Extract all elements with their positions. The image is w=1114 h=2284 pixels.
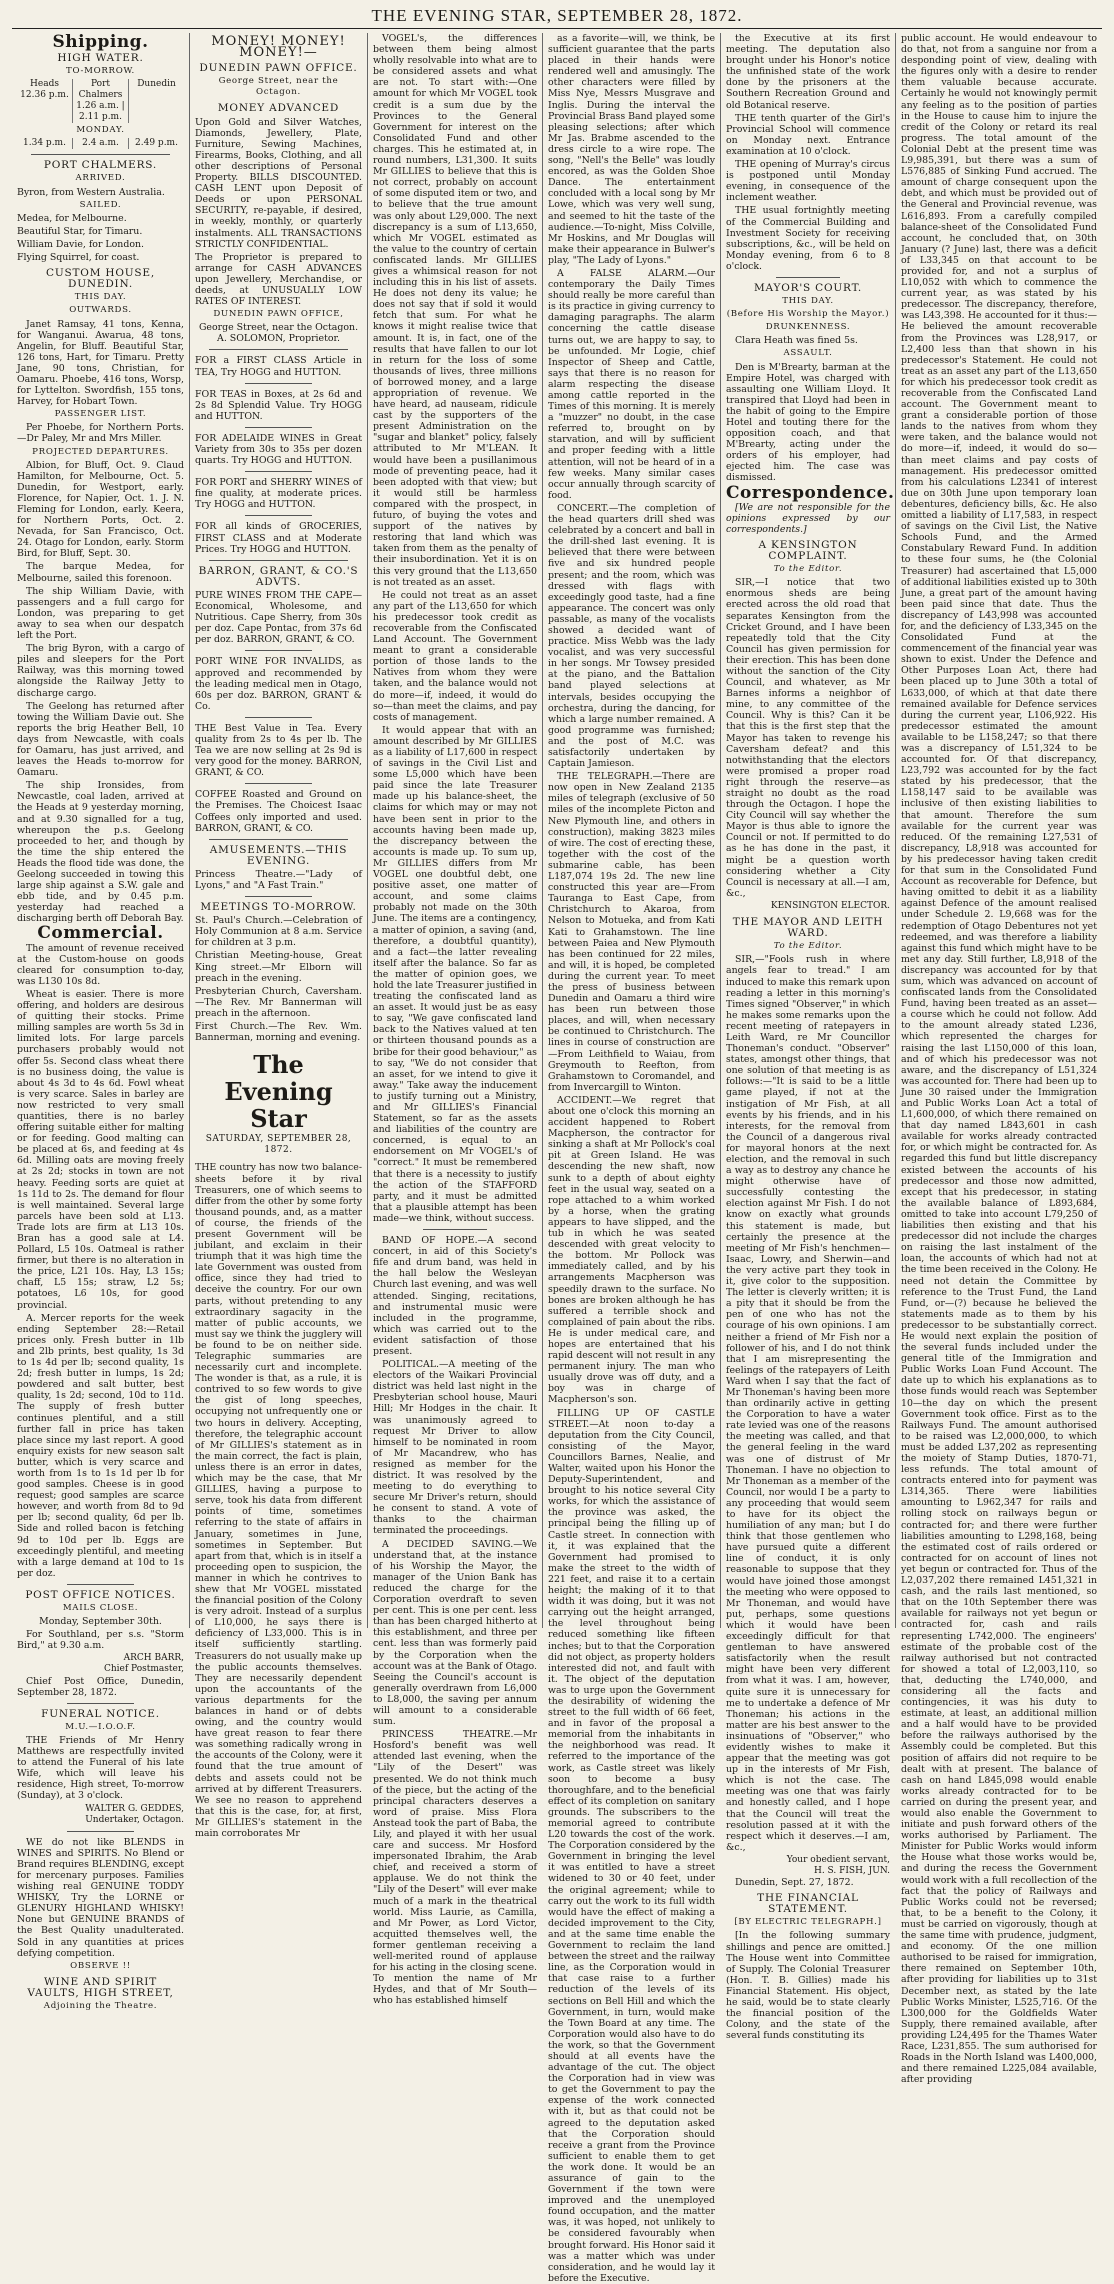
tide-cell: Heads 12.36 p.m.: [20, 79, 69, 101]
pawn-office-heading: DUNEDIN PAWN OFFICE.: [199, 62, 358, 75]
hogg-ad: FOR a FIRST CLASS Article in TEA, Try HOGG and HUTTON.: [195, 355, 362, 378]
tide-row-1: [17, 79, 184, 123]
projected-heading: PROJECTED DEPARTURES.: [32, 446, 169, 457]
meeting-item: Christian Meeting-house, Great King street.—Mr Elborn will preach in the evening.: [195, 950, 362, 984]
kensington-signature: KENSINGTON ELECTOR.: [770, 900, 890, 911]
pawn-signature: George Street, near the Octagon. A. SOLOMON, Proprietor.: [198, 322, 359, 345]
financial-continued: public account. He would endeavour to do that, not from a sanguine nor from a desponding point of view, dealing with the figures only with a desire to render them valuable because accurate. Certainly he would not knowingly permit any feeling as to the position of parties in the House to cause him to injure the credit of the Colony or retard its real progress. The total amount of the Colonial Debt at the present time was L9,985,391, but there was a sum of L576,885 of Sinking Fund accrued. The amount of charge consequent upon the debt, and which must be provided out of the General and Provincial revenue, was L616,893. From a carefully compiled balance-sheet of the Consolidated Fund account, he concluded that, on 30th January (? June) last, there was a deficit of L33,345 on that account to be provided for, and not a surplus of L10,052 with which to commence the current year, as was stated by his predecessor. The discrepancy, therefore, was L43,398. He accounted for it thus:—He believed the amount recoverable from the Provinces was L28,917, or L2,400 less than that shown in his predecessor's Statement. He could not treat as an asset any part of the L13,650 for which his predecessor took credit as recoverable from the Confiscated Land account. The Government meant to grant a considerable portion of those lands to the natives from whom they were taken, and the balance would not do more—if, indeed, it would do so—than meet claims and pay costs of management. His predecessor omitted from his calculations L2341 of interest due on 30th June upon temporary loan debentures, deficiency bills, &c. He also omitted a liability of L17,583, in respect of savings on the Civil List, the Native Schools Fund, and the Armed Constabulary Reward Fund. In addition to these four sums, he (the Colonial Treasurer) had ascertained that L5,000 of additional liabilities existed up to 30th June, a great part of the amount having been paid since that date. Thus the discrepancy of L43,998 was accounted for, and the deficiency of L33,345 on the Consolidated Fund at the commencement of the financial year was shown to exist. Under the Defence and Other Purposes Loan Act, there had been placed up to June 30th a total of L633,000, of which at that date there remained available for Defence services during the current year, L106,922. His predecessor estimated the amount available to be L158,247; so that there was a discrepancy of L51,324 to be accounted for. Of that discrepancy, L23,792 was accounted for by the fact stated by his predecessor, that the L158,147 said to be available was inclusive of then existing liabilities to that amount. Therefore the sum available for the current year was reduced. Of the remaining L27,531 of discrepancy, L8,918 was accounted for by his predecessor having taken credit for that sum in the Consolidated Fund Account as recoverable for Defence, but having omitted to debit it as a liability against Defence of the amount realised under Schedule 2. L9,668 was for the redemption of Otago Debentures not yet redeemed, and was therefore a liability against this fund which might have to be met any day. Still further, L8,918 of the discrepancy was accounted for by that sum, which was advanced on account of confiscated lands from the Consolidated Fund, having been treated as an asset—a course which he could not follow. Add to the amount already stated L236, which represented the charges for raising the last L150,000 of this loan, and of which his predecessor was not aware, and the discrepancy of L51,324 was accounted for. There had been up to June 30 raised under the Immigration and Public Works Loan Act a total of L1,600,000, of which there remained on that day named L843,601 in cash available for works already contracted for, or which might be contracted for. As regarded this fund but little discrepancy existed between the accounts of his predecessor and those now admitted, except that his predecessor, in stating the available balance of L893,684, omitted to take into account L79,250 of liabilities then existing and that his predecessor did not include the charges on raising the last instalment of the loan, the accounts of which had not at the time been received in the Colony. He need not detain the Committee by reference to the Trust Fund, the Land Fund, or—(?) because he believed the statements made as to them by his predecessor to be substantially correct. He would next explain the position of the several funds included under the general title of the Immigration and Public Works Loan Fund Account. The date up to which his explanations as to those funds would reach was September 10—the day on which the present Government took office. First as to the Railways Fund. The amount authorised to be raised was L2,000,000, to which must be added L37,202 as representing the moiety of Stamp Duties, 1870-71, less refunds. The total amount of contracts entered into for payment was L314,365. There were liabilities amounting to L962,347 for rails and rolling stock on railways begun or contracted for; and there were further liabilities amounting to L298,168, being the estimated cost of rails ordered or contracted for on account of lines not yet begun or contracted for. Thus of the L2,037,202 there remained L451,321 in cash, and the rails last mentioned, so that on the 10th September there was available for railways not yet begun or contracted for, cash and rails representing L742,000. The engineers' estimate of the probable cost of the railway authorised but not contracted for showed a total of L2,003,110, so that, deducting the L740,000, and considering all the facts and contingencies, it was his duty to estimate, at least, an additional million and a half would have to be provided before the railways authorised by the Assembly could be completed. But this position of affairs did not require to be dealt with at present. The balance of cash on hand L845,098 would enable works already contracted for to be carried on during the present year, and would also enable the Government to initiate and push forward others of the works authorised by Parliament. The Minister for Public Works would inform the House what those works would be, and during the recess the Government would work with a full recollection of the fact that the policy of Railways and Public Works could not be reversed; that, to be a benefit to the Colony, it must be carried on vigorously, though at the same time with prudence, judgment, and economy. Of the one million authorised to be raised for immigration, there remained on September 10th, after providing for liabilities up to 31st December next, as stated by the late Public Works Minister, L525,716. Of the L300,000 for the Goldfields Water Supply, there remained available, after providing L24,495 for the Thames Water Race, L231,855. The sum authorised for Roads in the North Island was L400,000, and there remained L225,084 available, after providing: [901, 33, 1097, 2086]
divider: [245, 515, 312, 516]
article-para: POLITICAL.—A meeting of the electors of the Waikari Provincial district was held last night in the Presbyterian school house, Mauri Hill; Mr Hodges in the chair. It was unanimously agreed to request Mr Driver to allow himself to be nominated in room of Mr Macandrew, who has resigned as member for the district. It was resolved by the meeting to do everything to secure Mr Driver's return, should he consent to stand. A vote of thanks to the chairman terminated the proceedings.: [373, 1359, 537, 1537]
divider: [245, 717, 312, 718]
divider: [67, 1703, 134, 1704]
divider: [31, 154, 170, 155]
divider: [67, 1831, 134, 1832]
barron-heading: BARRON, GRANT, & CO.'S ADVTS.: [198, 564, 359, 588]
shipping-para: The ship William Davie, with passengers and a full cargo for London, was preparing to get away to sea when our despatch left the Port.: [17, 585, 184, 642]
article-para: A FALSE ALARM.—Our contemporary the Daily Times should really be more careful than is its practice in giving currency to damaging paragraphs. The alarm concerning the cattle disease turns out, we are happy to say, to be unfounded. Mr Logie, chief Inspector of Sheep and Cattle, says that there is no reason for alarm respecting the disease among cattle reported in the Times of this morning. It is merely a "muzzer" no doubt, in the case referred to, brought on by starvation, and will by sufficient and proper feeding with a little attention, will not be heard of in a few weeks. Many similar cases occur annually through scarcity of food.: [548, 267, 715, 501]
pawn-address: George Street, near the Octagon.: [218, 76, 339, 98]
correspondence-heading: Correspondence.: [726, 482, 895, 503]
column-3: [368, 33, 543, 2007]
mayors-court-heading: MAYOR'S COURT.: [754, 281, 862, 294]
leith-letter: SIR,—"Fools rush in where angels fear to tread." I am induced to make this remark upon reading a letter in this morning's Times signed "Observer," in which he makes some remarks upon the recent meeting of ratepayers in Leith Ward, re Mr Councillor Thoneman's conduct. "Observer" states, amongst other things, that one solution of that meeting is as follows:—"It is said to be a little game played, if not at the instigation of Mr Fish, at all events by his friends, and in his interests, for the removal from the Council of a dangerous rival for mayoral honors at the next election, and the removal in such a way as to destroy any chance he might otherwise have of successfully contesting the election against Mr Fish. I do not know on exactly what grounds this statement is made, but certainly the presence at the meeting of Mr Fish's henchmen—Isaac, Lowry, and Sherwin—and the very active part they took in it, give color to the supposition. The letter is cleverly written; it is a pity that it should be from the pen of one who has not the courage of his own opinions. I am neither a friend of Mr Fish nor a follower of his, and I do not think that I am misrepresenting the feelings of the ratepayers of Leith Ward when I say that the fact of Mr Thoneman's having been more than ordinarily active in getting the Corporation to have a water rate levied was one of the reasons the meeting was called, and that the general feeling in the ward was one of distrust of Mr Thoneman. I have no objection to Mr Thoneman as a member of the Council, nor would I be a party to any proceeding that would seem to have for its object the humiliation of any man; but I do think that those gentlemen who have pursued quite a different line of conduct, it is only reasonable to suppose that they would have joined those amongst the meeting who were opposed to Mr Thoneman, and would have put, perhaps, some questions which it would have been exceedingly difficult for that gentleman to have answered satisfactorily when the result might have been very different from what it was. I am, however, quite sure it is unnecessary for me to undertake a defence of Mr Thoneman; his actions in the matter are his best answer to the insinuations of "Observer," who evidently wishes to make it appear that the meeting was got up in the interests of Mr Fish, which is not the case. The meeting was one that was fairly and honestly called, and I hope that the Council will treat the resolution passed at it with the respect which it deserves.—I am, &c.,: [726, 954, 890, 1853]
column-1: [12, 32, 190, 2011]
editorial-text: THE country has now two balance-sheets before it by rival Treasurers, one of which seems to differ from the other by some forty thousand pounds, and, as a matter of course, the friends of the present Government will be jubilant, and exclaim in their triumph that it was high time the late Government was ousted from office, since they had tried to deceive the country. For our own parts, without pretending to any extraordinary sagacity in the matter of public accounts, we must say we think the jugglery will be found to be on neither side. Telegraphic summaries are necessarily curt and incomplete. The wonder is that, as a rule, it is contrived to so few words to give the gist of long speeches, occupying not unfrequently one or two hours in delivery. Accepting, therefore, the telegraphic account of Mr GILLIES's statement as in the main correct, the fact is plain, unless there is an error in dates, which may be the case, that Mr GILLIES, having a purpose to serve, took his data from different points of time, sometimes referring to the state of affairs in January, sometimes in June, sometimes in September. But apart from that, which is in itself a proceeding open to suspicion, the manner in which he contrives to shew that Mr VOGEL misstated the financial position of the Colony is very adroit. Instead of a surplus of L10,000, he says there is deficiency of L33,000. This is in itself sufficiently startling. Treasurers do not usually make up the public accounts themselves. They are necessarily dependent upon the accountants of the various departments for the balances in hand or of debts owing, and the country would have great reason to fear there was something radically wrong in the accounts of the Colony, were it found that the true amount of debts and assets could not be arrived at by different Treasurers. We see no reason to apprehend that this is the case, for, at first, Mr GILLIES's statement in the main corroborates Mr: [195, 1162, 362, 1840]
meeting-item: Presbyterian Church, Caversham.—The Rev. Mr Bannerman will preach in the afternoon.: [195, 985, 362, 1019]
passenger-heading: PASSENGER LIST.: [54, 409, 147, 420]
pawn-text: Upon Gold and Silver Watches, Diamonds, Jewellery, Plate, Furniture, Sewing Machines, Firearms, Books, Clothing, and all other descriptions of Personal Property. BILLS DISCOUNTED. CASH LENT upon Deposit of Deeds or upon PERSONAL SECURITY, re-payable, if desired, in weekly, monthly, or quarterly instalments. ALL TRANSACTIONS STRICTLY CONFIDENTIAL.: [195, 116, 362, 250]
pawn-text-2: The Proprietor is prepared to arrange for CASH ADVANCES upon Jewellery, Merchandise, or deeds, at UNUSUALLY LOW RATES OF INTEREST.: [195, 251, 362, 308]
article-para: the Executive at its first meeting. The deputation also brought under his Honor's notice the unfinished state of the work done by the prisoners at the Southern Recreation Ground and old Botanical reserve.: [726, 33, 890, 111]
mayors-court-day: THIS DAY.: [782, 296, 834, 307]
barron-ad: COFFEE Roasted and Ground on the Premises. The Choicest Isaac Coffees only imported and used. BARRON, GRANT, & CO.: [195, 789, 362, 834]
column-5: [721, 33, 896, 2042]
meeting-item: First Church.—The Rev. Wm. Bannerman, morning and evening.: [195, 1021, 362, 1044]
tide-cell: 2.4 a.m.: [72, 138, 128, 149]
hogg-ad: FOR TEAS in Boxes, at 2s 6d and 2s 8d Splendid Value. Try HOGG and HUTTON.: [195, 388, 362, 422]
arrived-label: ARRIVED.: [75, 173, 126, 184]
divider: [245, 783, 312, 784]
article-para: He could not treat as an asset any part of the L13,650 for which his predecessor took credit as recoverable from the Confiscated Land Account. The Government meant to grant a considerable portion of those lands to the Natives from whom they were taken, and the balance would not do more—if, indeed, it would do so—than meet the claims, and pay costs of management.: [373, 589, 537, 723]
leith-date: Dunedin, Sept. 27, 1872.: [735, 1877, 854, 1889]
article-para: VOGEL's, the differences between them being almost wholly resolvable into what are to be considered assets and what are not. To start with:—One amount for which Mr VOGEL took credit is a sum due by the Provinces to the General Government for interest on the Consolidated Fund and other charges. This he estimated at, in round numbers, L31,300. It suits Mr GILLIES to believe that this is not correct, probably on account of some disputed item or two, and to believe that the true amount was only about L29,000. The next discrepancy is a sum of L13,650, which Mr VOGEL estimated as the value to the country of certain confiscated lands. Mr GILLIES gives a whimsical reason for not including this in his list of assets. He does not deny its value; he does not say that if sold it would fetch that sum. For what he knows it might realise twice that amount. It is, in fact, one of the results that have fallen to our lot in return for the loss of some thousands of lives, three millions of borrowed money, and a large appropriation of revenue. We have heard, ad nauseam, ridicule cast by the supporters of the present Administration on the "sugar and blanket" policy, falsely attributed to Mr M'LEAN. It would have been a pusillanimous mode of preventing peace, had it been adopted with that view; but it would still be harmless compared with the prospect, in futuro, of buying the votes and support of the natives by restoring that land which was taken from them as the penalty of their insubordination. Yet it is on this very ground that the L13,650 is not treated as an asset.: [373, 33, 537, 588]
column-4: [543, 33, 721, 2284]
funeral-signature: WALTER G. GEDDES,: [85, 1803, 184, 1814]
tide-row-2: [17, 138, 184, 149]
article-para: THE usual fortnightly meeting of the Commercial Building and Investment Society for receiving subscriptions, &c., will be held on Monday evening, from 6 to 8 o'clock.: [726, 205, 890, 272]
sailed-line: William Davie, for London.: [17, 238, 144, 250]
meetings-heading: MEETINGS TO-MORROW.: [200, 901, 357, 914]
divider: [245, 383, 312, 384]
post-signature-title: Chief Postmaster,: [103, 1664, 184, 1675]
tide-cell: Dunedin: [128, 79, 184, 123]
article-para: THE TELEGRAPH.—There are now open in New Zealand 2135 miles of telegraph (exclusive of 50 miles of the incomplete Picton and New Plymouth line, and others in construction), making 3823 miles of wire. The cost of erecting these, together with the cost of the submarine cable, has been L187,074 19s 2d. The new line constructed this year are—From Tauranga to East Cape, from Christchurch to Akaroa, from Nelson to Motueka, and from Kati Kati to Grahamstown. The line between Paiea and New Plymouth has been continued for 22 miles, and will, it is hoped, be completed during the current year. To meet the press of business between Dunedin and Oamaru a third wire has been run between those places, and will, when necessary be continued to Christchurch. The lines in course of construction are—From Leithfield to Waiau, from Greymouth to Reefton, from Grahamstown to Coromandel, and from Invercargill to Winton.: [548, 771, 715, 1093]
tide-cell: 1.34 p.m.: [23, 138, 66, 149]
divider: [245, 427, 312, 428]
this-day-label: THIS DAY.: [74, 292, 127, 303]
mayors-court-before: (Before His Worship the Mayor.): [726, 309, 890, 320]
article-para: CONCERT.—The completion of the head quarters drill shed was celebrated by a concert and ball in the drill-shed last evening. It is believed that there were between five and six hundred people present; and the room, which was dressed with flags with exceedingly good taste, had a fine appearance. The concert was only passable, as many of the vocalists showed a decided want of practice. Miss Webb was the lady vocalist, and was very successful in her songs. Mr Towsey presided at the piano, and the Battalion band played selections at intervals, besides occupying the orchestra, during the dancing, for which a large number remained. A good programme was furnished; and the post of M.C. was satisfactorily undertaken by Captain Jamieson.: [548, 502, 715, 770]
commercial-para: Wheat is easier. There is more offering, and holders are desirous of quitting their stocks. Prime milling samples are worth 5s 3d in limited lots. For large parcels purchasers probably would not offer 5s. Second class wheat there is no business doing, the value is about 4s 3d to 4s 6d. Fowl wheat is very scarce. Sales in barley are now restricted to very small quantities, there is no barley offering suitable either for malting or for feeding. Good malting can be placed at 6s, and feeding at 4s 6d. Milling oats are moving freely at 2s 2d; stocks in town are not heavy. Feeding sorts are quiet at 1s 11d to 2s. The demand for flour is well maintained. Several large parcels have been sold at L13. Trade lots are firm at L13 10s. Bran has a good sale at L4. Pollard, L5 10s. Oatmeal is rather firmer, but there is no alteration in the price, L21 10s. Hay, L3 15s; chaff, L5 15s; straw, L2 5s; potatoes, L6 10s, for good provincial.: [17, 988, 184, 1311]
pawn-office-heading-2: DUNEDIN PAWN OFFICE,: [213, 309, 344, 320]
outwards-text: Janet Ramsay, 41 tons, Kenna, for Wanganui. Awarua, 48 tons, Angelin, for Bluff. Beautiful Star, 126 tons, Hart, for Timaru. Pretty Jane, 90 tons, Christian, for Oamaru. Phoebe, 416 tons, Worsp, for Lyttelton. Swordfish, 155 tons, Harvey, for Hobart Town.: [17, 318, 184, 408]
wine-vaults-heading: WINE AND SPIRIT VAULTS, HIGH STREET,: [27, 1975, 174, 1999]
divider: [423, 1229, 487, 1230]
sailed-line: Flying Squirrel, for coast.: [17, 252, 140, 264]
shipping-para: The brig Byron, with a cargo of piles and sleepers for the Port Railway, was this morning towed alongside the Railway Jetty to discharge cargo.: [17, 643, 184, 699]
article-para: FILLING UP OF CASTLE STREET.—At noon to-day a deputation from the City Council, consisting of the Mayor, Councillors Barnes, Nealie, and Walter, waited upon his Honor the Deputy-Superintendent, and brought to his notice several City works, for which the assistance of the province was asked, the principal being the filling up of Castle street. In connection with it, it was explained that the Government had promised to make the street to the width of 221 feet, and raise it to a certain height; the making of it to that width it was doing, but it was not carrying out the height arranged, the level throughout being reduced something like fifteen inches; but to that the Corporation did not object, as property holders interested did not, and fault with it. The object of the deputation was to urge upon the Government the desirability of widening the street to the full width of 66 feet, and in favor of the proposal a memorial from the inhabitants in the neighborhood was read. It referred to the importance of the work, as Castle street was likely soon to become a busy thoroughfare, and to the beneficial effect of its completion on sanitary grounds. The subscribers to the memorial agreed to contribute L20 towards the cost of the work. The Corporation considered by the Government in bringing the level it was entitled to have a street widened to 30 or 40 feet, under the original agreement; while to carry out the work to its full width would have the effect of making a decided improvement to the City, and at the same time enable the Government to reclaim the land between the street and the railway line, as the Corporation would in that case raise to a further reduction of the levels of its sections on Bell Hill and which the Government, in turn, would make the Town Board at any time. The Corporation would also have to do the work, so that the Government should at all events have the advantage of the cut. The object the Corporation had in view was to get the Government to pay the expense of the work connected with it, but as that could not be agreed to the deputation asked that the Corporation should receive a grant from the Province sufficient to enable them to get the work done. It would be an assurance of gain to the Government if the town were improved and the unemployed found occupation, and the matter was, it was hoped, not unlikely to be considered favourably when brought forward. His Honor said it was a matter which was under consideration, and he would lay it before the Executive.: [548, 1407, 715, 2284]
commercial-heading: Commercial.: [37, 923, 164, 944]
masthead: THE EVENING STAR, SEPTEMBER 28, 1872.: [12, 0, 1102, 29]
tide-cell: 2.49 p.m.: [128, 138, 184, 149]
article-para: ACCIDENT.—We regret that about one o'clock this morning an accident happened to Robert Macpherson, the contractor for sinking a shaft at Mr Pollock's coal pit at Green Island. He was descending the new shaft, now sunk to a depth of about eighty feet in the usual way, seated on a rope attached to a whim worked by a horse, when the grating appears to have slipped, and the tub in which he was seated descended with great velocity to the bottom. Mr Pollock was immediately called, and by his arrangements Macpherson was speedily drawn to the surface. No bones are broken although he has suffered a terrible shock and complained of pain about the ribs. He is under medical care, and hopes are entertained that his rapid descent will not result in any permanent injury. The man who usually drove was off duty, and a boy was in charge of Macpherson's son.: [548, 1094, 715, 1406]
money-advanced-heading: MONEY ADVANCED: [217, 102, 340, 115]
shipping-heading: Shipping.: [52, 32, 149, 52]
money-ad-title: MONEY! MONEY! MONEY!—: [211, 34, 346, 61]
amusements-text: Princess Theatre.—"Lady of Lyons," and "A Fast Train.": [195, 868, 362, 891]
post-signature: ARCH BARR,: [123, 1653, 184, 1664]
adjoining-label: Adjoining the Theatre.: [43, 2001, 158, 2011]
meeting-item: St. Paul's Church.—Celebration of Holy Communion at 8 a.m. Service for children at 3 p.m.: [195, 915, 362, 949]
barron-ad: PURE WINES FROM THE CAPE—Economical, Wholesome, and Nutritious. Cape Sherry, from 30s per doz. Cape Pontac, from 37s 6d per doz. BARRON, GRANT, & CO.: [195, 589, 362, 646]
tide-cell: Port Chalmers 1.26 a.m. | 2.11 p.m.: [72, 79, 128, 123]
commercial-para: The amount of revenue received at the Custom-house on goods cleared for consumption to-day, was L130 10s 8d.: [17, 942, 184, 987]
assault-heading: ASSAULT.: [783, 348, 833, 359]
leith-ward-heading: THE MAYOR AND LEITH WARD.: [732, 916, 884, 940]
column-2: [190, 33, 368, 1840]
to-editor-label: To the Editor.: [773, 564, 843, 575]
monday-label: MONDAY.: [76, 125, 125, 136]
hogg-ad: FOR all kinds of GROCERIES, FIRST CLASS and at Moderate Prices. Try HOGG and HUTTON.: [195, 521, 362, 555]
divider: [209, 839, 348, 840]
post-office-heading: POST OFFICE NOTICES.: [25, 1588, 176, 1601]
drunkenness-text: Clara Heath was fined 5s.: [735, 335, 858, 347]
article-para: THE opening of Murray's circus is postponed until Monday evening, in consequence of the inclement weather.: [726, 159, 890, 204]
mail-date: Monday, September 30th.: [39, 1616, 162, 1628]
leith-signature: Your obedient servant,: [786, 1854, 890, 1865]
hogg-ad: FOR ADELAIDE WINES in Great Variety from 30s to 35s per dozen quarts. Try HOGG and HUTTON.: [195, 432, 362, 467]
divider: [245, 471, 312, 472]
amusements-heading: AMUSEMENTS.—THIS EVENING.: [209, 843, 348, 867]
projected-text: Albion, for Bluff, Oct. 9. Claud Hamilton, for Melbourne, Oct. 5. Dunedin, for Westport, early. Florence, for Napier, Oct. 1. J. N. Fleming for London, early. Keera, for Northern Ports, Oct. 2. Nevada, for San Francisco, Oct. 24. Otago for London, early. Storm Bird, for Bluff, Sept. 30.: [17, 459, 184, 560]
divider: [209, 560, 348, 561]
sailed-line: Medea, for Melbourne.: [17, 212, 127, 224]
article-para: as a favorite—will, we think, be sufficient guarantee that the parts placed in their hands were rendered well and amusingly. The other characters were filled by Miss Nye, Messrs Musgrave and Inglis. During the interval the Provincial Brass Band played some pleasing selections; after which Mr Jas. Brabme ascended to the dress circle to a wire rope. The song, "Nell's the Belle" was loudly encored, as was the Golden Shoe Dance. The entertainment concluded with a local song by Mr Lowe, which was very well sung, and seemed to hit the taste of the audience.—To-night, Miss Colville, Mr Hoskins, and Mr Douglas will make their appearance in Bulwer's play, "The Lady of Lyons.": [548, 33, 715, 266]
barron-ad: THE Best Value in Tea. Every quality from 2s to 4s per lb. The Tea we are now selling at 2s 9d is very good for the money. BARRON, GRANT, & CO.: [195, 722, 362, 779]
shipping-para: The Geelong has returned after towing the William Davie out. She reports the brig Heather Bell, 10 days from Newcastle, with coals for Oamaru, has just arrived, and leaves the Heads to-morrow for Oamaru.: [17, 700, 184, 779]
assault-text: Den is M'Brearty, barman at the Empire Hotel, was charged with assaulting one William Lloyd. It transpired that Lloyd had been in the habit of going to the Empire Hotel and touting there for the opposition coach, and that M'Brearty, acting under the orders of his employer, had ejected him. The case was dismissed.: [726, 361, 890, 484]
tomorrow-label: TO-MORROW.: [66, 66, 135, 77]
divider: [67, 1584, 134, 1585]
article-para: THE tenth quarter of the Girl's Provincial School will commence on Monday next. Entrance examination at 10 o'clock.: [726, 112, 890, 157]
column-6: [896, 33, 1102, 2086]
kensington-letter: SIR,—I notice that two enormous sheds are being erected across the old road that separates Kensington from the Cricket Ground, and I have been repeatedly told that the City Council has given permission for their erection. This has been done without the sanction of the City Council, and whatever, as Mr Barnes informs a neighbor of mine, to any committee of the Council. Why is this? Can it be that this is the first step that the Mayor has taken to revenge his Caversham defeat? and this notwithstanding that the electors were promised a proper road right through the reserve—as straight no doubt as the road through the Octagon. I hope the City Council will say whether the Mayor is thus able to ignore the Council or not. If permitted to do as he has done in the past, it might be a question worth considering whether a City Council is necessary at all.—I am, &c.,: [726, 577, 890, 899]
sailed-label: SAILED.: [79, 199, 122, 210]
funeral-sub: M.U.—I.O.O.F.: [65, 1721, 136, 1732]
kensington-heading: A KENSINGTON COMPLAINT.: [758, 538, 858, 563]
arrived-text: Byron, from Western Australia.: [17, 186, 165, 198]
custom-house-heading: CUSTOM HOUSE, DUNEDIN.: [46, 267, 155, 291]
wine-ad-text: WE do not like BLENDS in WINES and SPIRITS. No Blend or Brand requires BLENDING, except for mercenary purposes. Families wishing real GENUINE TODDY WHISKY, Try the LORNE or GLENURY HIGHLAND WHISKY! None but GENUINE BRANDS of the Best Quality unadulterated. Sold in any quantities at prices defying competition.: [17, 1836, 184, 1959]
funeral-heading: FUNERAL NOTICE.: [41, 1707, 160, 1720]
sailed-line: Beautiful Star, for Timaru.: [17, 225, 143, 237]
observe-label: OBSERVE !!: [70, 1960, 131, 1971]
high-water-heading: HIGH WATER.: [57, 52, 144, 65]
financial-statement-sub: [BY ELECTRIC TELEGRAPH.]: [734, 1917, 882, 1928]
drunkenness-heading: DRUNKENNESS.: [765, 322, 851, 333]
divider: [776, 277, 840, 278]
columns: [12, 32, 1102, 2284]
financial-text: [In the following summary shillings and pence are omitted.] The House went into Committee of Supply. The Colonial Treasurer (Hon. T. B. Gillies) made his Financial Statement. His object, he said, would be to state clearly the financial position of the Colony, and the state of the several funds constituting its: [726, 1930, 890, 2042]
article-para: BAND OF HOPE.—A second concert, in aid of this Society's fife and drum band, was held in the hall below the Wesleyan Church last evening, and was well attended. Singing, recitations, and instrumental music were included in the programme, which was carried out to the evident satisfaction of those present.: [373, 1235, 537, 1357]
article-para: It would appear that with an amount described by Mr GILLIES as a liability of L17,600 in respect of savings in the Civil List and some L5,000 which have been paid since the late Treasurer made up his balance-sheet, the claims for which may or may not have been sent in prior to the accounts having been made up, the discrepancy between the accounts is made up. To sum up, Mr GILLIES differs from Mr VOGEL one doubtful debt, one positive asset, one matter of account, and some claims probably not made on the 30th June. The items are a contingency, a matter of opinion, a saving (and, therefore, a doubtful quantity), and a fact—the latter revealing itself after the balance. So far as the matter of opinion goes, we hold the late Treasurer justified in treating the confiscated land as an asset. It would just be as easy to say, "We gave confiscated land back to the Natives valued at ten or thirteen thousand pounds as a bribe for their good behaviour," as to say, "We do not consider that an asset, for we intend to give it away." Take away the inducement to justify turning out a Ministry, and Mr GILLIES's Financial Statement, so far as the assets and liabilities of the country are concerned, is equal to an endorsement on Mr VOGEL's of "correct." It must be remembered that there is a necessity to justify the action of the STAFFORD party, and it must be admitted that a plausible attempt has been made—we think, without success.: [373, 724, 537, 1224]
post-footer: Chief Post Office, Dunedin, September 28, 1872.: [17, 1675, 184, 1698]
divider: [245, 896, 312, 897]
shipping-para: The ship Ironsides, from Newcastle, coal laden, arrived at the Heads at 9 yesterday morning, and at 9.30 signalled for a tug, whereupon the p.s. Geelong proceeded to her, and though by the time the ship entered the Heads the flood tide was done, the Geelong succeeded in towing this large ship against a S.W. gale and ebb tide, and by 0.45 p.m. yesterday had reached a discharging berth off Deborah Bay.: [17, 780, 184, 925]
barron-ad: PORT WINE FOR INVALIDS, as approved and recommended by the leading medical men in Otago, 60s per doz. BARRON, GRANT & Co.: [195, 656, 362, 712]
hogg-ad: FOR PORT and SHERRY WINES of fine quality, at moderate prices. Try HOGG and HUTTON.: [195, 477, 362, 511]
evening-star-title: The Evening Star: [224, 1050, 333, 1134]
mail-text: For Southland, per s.s. "Storm Bird," at 9.30 a.m.: [17, 1629, 184, 1652]
funeral-signature-title: Undertaker, Octagon.: [85, 1814, 184, 1825]
divider: [245, 650, 312, 651]
outwards-label: OUTWARDS.: [69, 305, 132, 316]
financial-statement-heading: THE FINANCIAL STATEMENT.: [757, 1892, 859, 1916]
shipping-para: The barque Medea, for Melbourne, sailed this forenoon.: [17, 561, 184, 584]
divider: [209, 349, 348, 350]
correspondence-note: [We are not responsible for the opinions expressed by our correspondents.]: [726, 501, 890, 535]
passenger-text: Per Phoebe, for Northern Ports.—Dr Paley, Mr and Mrs Miller.: [17, 422, 184, 445]
leith-signature-name: H. S. FISH, JUN.: [813, 1866, 890, 1876]
commercial-para: A. Mercer reports for the week ending September 28:—Retail prices only. Fresh butter in 1lb and 2lb prints, best quality, 1s 3d to 1s 4d per lb; second quality, 1s 2d; fresh butter in lumps, 1s 2d; powdered and salt butter, best quality, 1s 2d; second, 10d to 11d. The supply of fresh butter continues plentiful, and a still further fall in price has taken place since my last report. A good enquiry exists for new season salt butter, which is very scarce and worth from 1s to 1s 1d per lb for good samples. Cheese is in good request; good samples are scarce however, and worth from 8d to 9d per lb; second quality, 6d per lb. Side and rolled bacon is fetching 9d to 10d per lb. Eggs are exceedingly plentiful, and meeting with a large demand at 10d to 1s per doz.: [17, 1312, 184, 1579]
funeral-text: THE Friends of Mr Henry Matthews are respectfully invited to attend the Funeral of his late Wife, which will leave his residence, High street, To-morrow (Sunday), at 3 o'clock.: [17, 1734, 184, 1802]
port-heading: PORT CHALMERS.: [43, 159, 158, 172]
article-para: A DECIDED SAVING.—We understand that, at the instance of his Worship the Mayor, the manager of the Union Bank has reduced the charge for the Corporation overdraft to seven per cent. This is one per cent. less than has been charged hitherto at this establishment, and three per cent. less than was formerly paid by the Corporation when the account was at the Bank of Otago. Seeing the Council's account is generally overdrawn from L6,000 to L8,000, the saving per annum will amount to a considerable sum.: [373, 1538, 537, 1728]
to-editor-label: To the Editor.: [773, 941, 843, 952]
article-para: PRINCESS THEATRE.—Mr Hosford's benefit was well attended last evening, when the "Lily of the Desert" was presented. We do not think much of the piece, but the acting of the principal characters deserves a word of praise. Miss Flora Anstead took the part of Baba, the Lily, and played it with her usual care and success. Mr Hosford impersonated Ibrahim, the Arab chief, and received a storm of applause. We do not think the "Lily of the Desert" will ever make much of a mark in the theatrical world. Miss Laurie, as Camilla, and Mr Power, as Lord Victor, acquitted themselves well, the former gentleman receiving a well-merited round of applause for his acting in the closing scene. To mention the name of Mr Hydes, and that of Mr South—who has established himself: [373, 1729, 537, 2007]
mails-close-label: MAILS CLOSE.: [62, 1603, 139, 1613]
editorial-date: SATURDAY, SEPTEMBER 28, 1872.: [205, 1134, 352, 1156]
